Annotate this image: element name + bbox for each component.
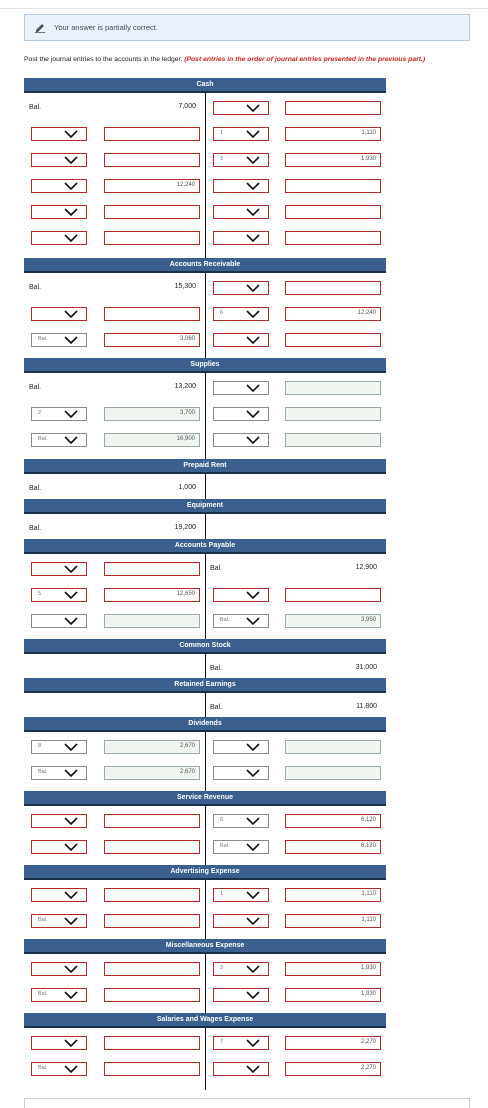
chevron-down-icon bbox=[246, 156, 260, 164]
chevron-down-icon bbox=[64, 310, 78, 318]
select-value: 6 bbox=[220, 817, 224, 823]
chevron-down-icon bbox=[246, 917, 260, 925]
salaries-and-wages-expense-credit-amount-1[interactable] bbox=[285, 1062, 381, 1076]
amount-value: 2,670 bbox=[179, 769, 195, 775]
amount-value: 16,900 bbox=[176, 436, 195, 442]
account-header-accounts-receivable: Accounts Receivable bbox=[24, 258, 386, 273]
salaries-and-wages-expense-credit-select-1[interactable] bbox=[213, 1062, 269, 1076]
chevron-down-icon bbox=[64, 208, 78, 216]
cash-credit-amount-1[interactable] bbox=[285, 127, 381, 141]
taccount-divider bbox=[205, 954, 206, 1016]
account-header-service-revenue: Service Revenue bbox=[24, 791, 386, 806]
chevron-down-icon bbox=[64, 817, 78, 825]
service-revenue-debit-amount-0[interactable] bbox=[104, 814, 200, 828]
amount-value: 1,110 bbox=[361, 891, 376, 897]
chevron-down-icon bbox=[64, 769, 78, 777]
cash-credit-amount-2[interactable] bbox=[285, 153, 381, 167]
chevron-down-icon bbox=[246, 743, 260, 751]
miscellaneous-expense-credit-select-0[interactable] bbox=[213, 962, 269, 976]
salaries-and-wages-expense-debit-amount-0[interactable] bbox=[104, 1036, 200, 1050]
chevron-down-icon bbox=[64, 130, 78, 138]
taccount-divider bbox=[205, 93, 206, 259]
chevron-down-icon bbox=[246, 617, 260, 625]
chevron-down-icon bbox=[64, 234, 78, 242]
cash-credit-amount-3[interactable] bbox=[285, 179, 381, 193]
miscellaneous-expense-credit-select-1[interactable] bbox=[213, 988, 269, 1002]
advertising-expense-debit-amount-1[interactable] bbox=[104, 914, 200, 928]
cash-debit-select-4[interactable] bbox=[31, 205, 87, 219]
accounts-receivable-debit-amount-1[interactable] bbox=[104, 307, 200, 321]
cash-debit-amount-2[interactable] bbox=[104, 153, 200, 167]
chevron-down-icon bbox=[64, 617, 78, 625]
prepaid-rent-debit-amount-0 bbox=[104, 482, 200, 496]
cash-debit-select-5[interactable] bbox=[31, 231, 87, 245]
chevron-down-icon bbox=[246, 965, 260, 973]
chevron-down-icon bbox=[64, 436, 78, 444]
cash-credit-amount-5[interactable] bbox=[285, 231, 381, 245]
select-value: Bal. bbox=[38, 336, 48, 342]
cash-debit-amount-3[interactable] bbox=[104, 179, 200, 193]
account-header-cash: Cash bbox=[24, 78, 386, 93]
pencil-icon bbox=[34, 21, 46, 33]
salaries-and-wages-expense-debit-amount-1[interactable] bbox=[104, 1062, 200, 1076]
top-divider bbox=[0, 0, 488, 9]
chevron-down-icon bbox=[64, 336, 78, 344]
supplies-credit-amount-1[interactable] bbox=[285, 407, 381, 421]
instruction-emphasis: (Post entries in the order of journal entries presented in the previous part.) bbox=[184, 56, 426, 63]
bal-label: Bal. bbox=[29, 525, 42, 532]
accounts-payable-credit-amount-2[interactable] bbox=[285, 614, 381, 628]
accounts-receivable-debit-select-1[interactable] bbox=[31, 307, 87, 321]
salaries-and-wages-expense-credit-amount-0[interactable] bbox=[285, 1036, 381, 1050]
amount-value: 1,930 bbox=[360, 965, 376, 971]
dividends-credit-amount-1[interactable] bbox=[285, 766, 381, 780]
amount-value: 31,000 bbox=[355, 664, 377, 671]
advertising-expense-credit-select-1[interactable] bbox=[213, 914, 269, 928]
supplies-debit-select-2[interactable] bbox=[31, 433, 87, 447]
amount-value: 2,670 bbox=[179, 743, 195, 749]
amount-value: 15,300 bbox=[174, 283, 196, 290]
accounts-payable-debit-select-0[interactable] bbox=[31, 562, 87, 576]
bal-label: Bal. bbox=[210, 665, 223, 672]
chevron-down-icon bbox=[246, 310, 260, 318]
select-value: 5 bbox=[38, 591, 42, 597]
account-header-equipment: Equipment bbox=[24, 499, 386, 514]
chevron-down-icon bbox=[64, 743, 78, 751]
accounts-receivable-credit-amount-1[interactable] bbox=[285, 307, 381, 321]
chevron-down-icon bbox=[246, 591, 260, 599]
chevron-down-icon bbox=[246, 1065, 260, 1073]
accounts-receivable-credit-select-0[interactable] bbox=[213, 281, 269, 295]
miscellaneous-expense-debit-amount-0[interactable] bbox=[104, 962, 200, 976]
advertising-expense-credit-amount-0[interactable] bbox=[285, 888, 381, 902]
accounts-receivable-debit-select-2[interactable] bbox=[31, 333, 87, 347]
chevron-down-icon bbox=[64, 591, 78, 599]
accounts-payable-debit-amount-2[interactable] bbox=[104, 614, 200, 628]
bal-label: Bal. bbox=[210, 704, 223, 711]
chevron-down-icon bbox=[246, 769, 260, 777]
amount-value: 12,650 bbox=[176, 591, 195, 597]
supplies-credit-select-2[interactable] bbox=[213, 433, 269, 447]
chevron-down-icon bbox=[246, 208, 260, 216]
amount-value: 1,930 bbox=[360, 991, 376, 997]
chevron-down-icon bbox=[246, 843, 260, 851]
chevron-down-icon bbox=[64, 991, 78, 999]
common-stock-credit-amount-0 bbox=[285, 662, 381, 676]
amount-value: 1,110 bbox=[361, 130, 376, 136]
select-value: 1 bbox=[220, 130, 224, 136]
taccount-divider bbox=[205, 732, 206, 794]
notice-text: Your answer is partially correct. bbox=[54, 23, 158, 32]
cash-debit-amount-1[interactable] bbox=[104, 127, 200, 141]
cash-credit-select-4[interactable] bbox=[213, 205, 269, 219]
miscellaneous-expense-debit-select-1[interactable] bbox=[31, 988, 87, 1002]
cash-credit-select-1[interactable] bbox=[213, 127, 269, 141]
account-header-salaries-and-wages-expense: Salaries and Wages Expense bbox=[24, 1013, 386, 1028]
service-revenue-credit-amount-0[interactable] bbox=[285, 814, 381, 828]
cash-credit-select-2[interactable] bbox=[213, 153, 269, 167]
miscellaneous-expense-debit-select-0[interactable] bbox=[31, 962, 87, 976]
amount-value: 3,950 bbox=[360, 617, 376, 623]
amount-value: 12,240 bbox=[176, 182, 195, 188]
bal-label: Bal. bbox=[29, 485, 42, 492]
supplies-credit-amount-0[interactable] bbox=[285, 381, 381, 395]
cash-credit-select-5[interactable] bbox=[213, 231, 269, 245]
select-value: Bal. bbox=[38, 991, 48, 997]
bal-label: Bal. bbox=[29, 104, 42, 111]
supplies-credit-amount-2[interactable] bbox=[285, 433, 381, 447]
advertising-expense-debit-select-1[interactable] bbox=[31, 914, 87, 928]
cash-debit-select-3[interactable] bbox=[31, 179, 87, 193]
accounts-payable-credit-select-1[interactable] bbox=[213, 588, 269, 602]
supplies-debit-select-1[interactable] bbox=[31, 407, 87, 421]
service-revenue-debit-amount-1[interactable] bbox=[104, 840, 200, 854]
amount-value: 6,120 bbox=[360, 843, 376, 849]
amount-value: 12,240 bbox=[357, 310, 376, 316]
cash-credit-amount-0[interactable] bbox=[285, 101, 381, 115]
supplies-credit-select-1[interactable] bbox=[213, 407, 269, 421]
chevron-down-icon bbox=[246, 891, 260, 899]
chevron-down-icon bbox=[64, 565, 78, 573]
bal-label: Bal. bbox=[29, 384, 42, 391]
chevron-down-icon bbox=[64, 156, 78, 164]
supplies-credit-select-0[interactable] bbox=[213, 381, 269, 395]
taccount-divider bbox=[205, 806, 206, 868]
select-value: 2 bbox=[38, 410, 42, 416]
chevron-down-icon bbox=[246, 991, 260, 999]
taccount-divider bbox=[205, 273, 206, 361]
amount-value: 3,060 bbox=[179, 336, 195, 342]
chevron-down-icon bbox=[246, 410, 260, 418]
amount-value: 1,110 bbox=[361, 917, 376, 923]
dividends-credit-select-1[interactable] bbox=[213, 766, 269, 780]
accounts-payable-credit-amount-1[interactable] bbox=[285, 588, 381, 602]
supplies-debit-amount-0 bbox=[104, 381, 200, 395]
bal-label: Bal. bbox=[210, 565, 223, 572]
chevron-down-icon bbox=[246, 1039, 260, 1047]
cash-debit-amount-0 bbox=[104, 101, 200, 115]
account-header-retained-earnings: Retained Earnings bbox=[24, 678, 386, 693]
amount-value: 1,000 bbox=[178, 484, 196, 491]
service-revenue-debit-select-0[interactable] bbox=[31, 814, 87, 828]
chevron-down-icon bbox=[64, 1039, 78, 1047]
cash-credit-select-3[interactable] bbox=[213, 179, 269, 193]
accounts-payable-credit-amount-0 bbox=[285, 562, 381, 576]
accounts-payable-debit-amount-1[interactable] bbox=[104, 588, 200, 602]
bal-label: Bal. bbox=[29, 284, 42, 291]
chevron-down-icon bbox=[246, 182, 260, 190]
chevron-down-icon bbox=[246, 436, 260, 444]
supplies-debit-amount-1[interactable] bbox=[104, 407, 200, 421]
select-value: 1 bbox=[220, 891, 224, 897]
select-value: 7 bbox=[220, 1039, 224, 1045]
select-value: 8 bbox=[38, 743, 42, 749]
account-header-dividends: Dividends bbox=[24, 717, 386, 732]
account-header-advertising-expense: Advertising Expense bbox=[24, 865, 386, 880]
miscellaneous-expense-debit-amount-1[interactable] bbox=[104, 988, 200, 1002]
accounts-receivable-credit-select-2[interactable] bbox=[213, 333, 269, 347]
amount-value: 13,200 bbox=[174, 383, 196, 390]
partial-correct-notice bbox=[24, 14, 470, 41]
cash-credit-select-0[interactable] bbox=[213, 101, 269, 115]
amount-value: 1,930 bbox=[360, 156, 376, 162]
chevron-down-icon bbox=[246, 234, 260, 242]
dividends-debit-amount-1[interactable] bbox=[104, 766, 200, 780]
select-value: Bal. bbox=[220, 617, 230, 623]
accounts-receivable-credit-amount-0[interactable] bbox=[285, 281, 381, 295]
accounts-receivable-debit-amount-0 bbox=[104, 281, 200, 295]
instruction-text: Post the journal entries to the accounts in the ledger. (Post entries in the order of journal entries presented in the previous part.) bbox=[24, 56, 426, 63]
accounts-payable-credit-select-2[interactable] bbox=[213, 614, 269, 628]
dividends-debit-select-0[interactable] bbox=[31, 740, 87, 754]
taccount-divider bbox=[205, 1028, 206, 1090]
salaries-and-wages-expense-debit-select-1[interactable] bbox=[31, 1062, 87, 1076]
accounts-payable-debit-amount-0[interactable] bbox=[104, 562, 200, 576]
chevron-down-icon bbox=[246, 104, 260, 112]
select-value: Bal. bbox=[38, 917, 48, 923]
amount-value: 12,900 bbox=[355, 564, 377, 571]
chevron-down-icon bbox=[64, 965, 78, 973]
accounts-receivable-debit-amount-2[interactable] bbox=[104, 333, 200, 347]
chevron-down-icon bbox=[246, 384, 260, 392]
retained-earnings-credit-amount-0 bbox=[285, 701, 381, 715]
cash-debit-select-2[interactable] bbox=[31, 153, 87, 167]
chevron-down-icon bbox=[64, 410, 78, 418]
amount-value: 6,120 bbox=[360, 817, 376, 823]
salaries-and-wages-expense-debit-select-0[interactable] bbox=[31, 1036, 87, 1050]
account-header-accounts-payable: Accounts Payable bbox=[24, 539, 386, 554]
advertising-expense-debit-select-0[interactable] bbox=[31, 888, 87, 902]
account-header-miscellaneous-expense: Miscellaneous Expense bbox=[24, 939, 386, 954]
chevron-down-icon bbox=[246, 284, 260, 292]
chevron-down-icon bbox=[246, 336, 260, 344]
dividends-debit-amount-0[interactable] bbox=[104, 740, 200, 754]
chevron-down-icon bbox=[246, 817, 260, 825]
supplies-debit-amount-2[interactable] bbox=[104, 433, 200, 447]
chevron-down-icon bbox=[64, 891, 78, 899]
account-header-prepaid-rent: Prepaid Rent bbox=[24, 459, 386, 474]
cash-debit-amount-4[interactable] bbox=[104, 205, 200, 219]
miscellaneous-expense-credit-amount-1[interactable] bbox=[285, 988, 381, 1002]
taccount-divider bbox=[205, 373, 206, 461]
salaries-and-wages-expense-credit-select-0[interactable] bbox=[213, 1036, 269, 1050]
amount-value: 19,200 bbox=[174, 524, 196, 531]
advertising-expense-credit-select-0[interactable] bbox=[213, 888, 269, 902]
amount-value: 11,800 bbox=[356, 703, 377, 710]
account-header-supplies: Supplies bbox=[24, 358, 386, 373]
miscellaneous-expense-credit-amount-0[interactable] bbox=[285, 962, 381, 976]
next-panel-edge bbox=[24, 1098, 470, 1108]
equipment-debit-amount-0 bbox=[104, 522, 200, 536]
service-revenue-credit-select-1[interactable] bbox=[213, 840, 269, 854]
select-value: Bal. bbox=[38, 769, 48, 775]
select-value: Bal. bbox=[38, 436, 48, 442]
accounts-receivable-credit-amount-2[interactable] bbox=[285, 333, 381, 347]
dividends-credit-amount-0[interactable] bbox=[285, 740, 381, 754]
select-value: 3 bbox=[220, 156, 224, 162]
advertising-expense-credit-amount-1[interactable] bbox=[285, 914, 381, 928]
amount-value: 7,000 bbox=[178, 103, 196, 110]
chevron-down-icon bbox=[64, 1065, 78, 1073]
amount-value: 2,270 bbox=[360, 1039, 376, 1045]
cash-credit-amount-4[interactable] bbox=[285, 205, 381, 219]
accounts-receivable-credit-select-1[interactable] bbox=[213, 307, 269, 321]
account-header-common-stock: Common Stock bbox=[24, 639, 386, 654]
cash-debit-amount-5[interactable] bbox=[104, 231, 200, 245]
select-value: 3 bbox=[220, 965, 224, 971]
select-value: Bal. bbox=[38, 1065, 48, 1071]
accounts-payable-debit-select-2[interactable] bbox=[31, 614, 87, 628]
select-value: 6 bbox=[220, 310, 224, 316]
select-value: Bal. bbox=[220, 843, 230, 849]
taccount-divider bbox=[205, 880, 206, 942]
service-revenue-credit-amount-1[interactable] bbox=[285, 840, 381, 854]
taccount-divider bbox=[205, 554, 206, 642]
cash-debit-select-1[interactable] bbox=[31, 127, 87, 141]
dividends-credit-select-0[interactable] bbox=[213, 740, 269, 754]
chevron-down-icon bbox=[64, 182, 78, 190]
chevron-down-icon bbox=[246, 130, 260, 138]
advertising-expense-debit-amount-0[interactable] bbox=[104, 888, 200, 902]
accounts-payable-debit-select-1[interactable] bbox=[31, 588, 87, 602]
service-revenue-credit-select-0[interactable] bbox=[213, 814, 269, 828]
service-revenue-debit-select-1[interactable] bbox=[31, 840, 87, 854]
chevron-down-icon bbox=[64, 917, 78, 925]
amount-value: 3,700 bbox=[179, 410, 195, 416]
dividends-debit-select-1[interactable] bbox=[31, 766, 87, 780]
chevron-down-icon bbox=[64, 843, 78, 851]
amount-value: 2,270 bbox=[360, 1065, 376, 1071]
